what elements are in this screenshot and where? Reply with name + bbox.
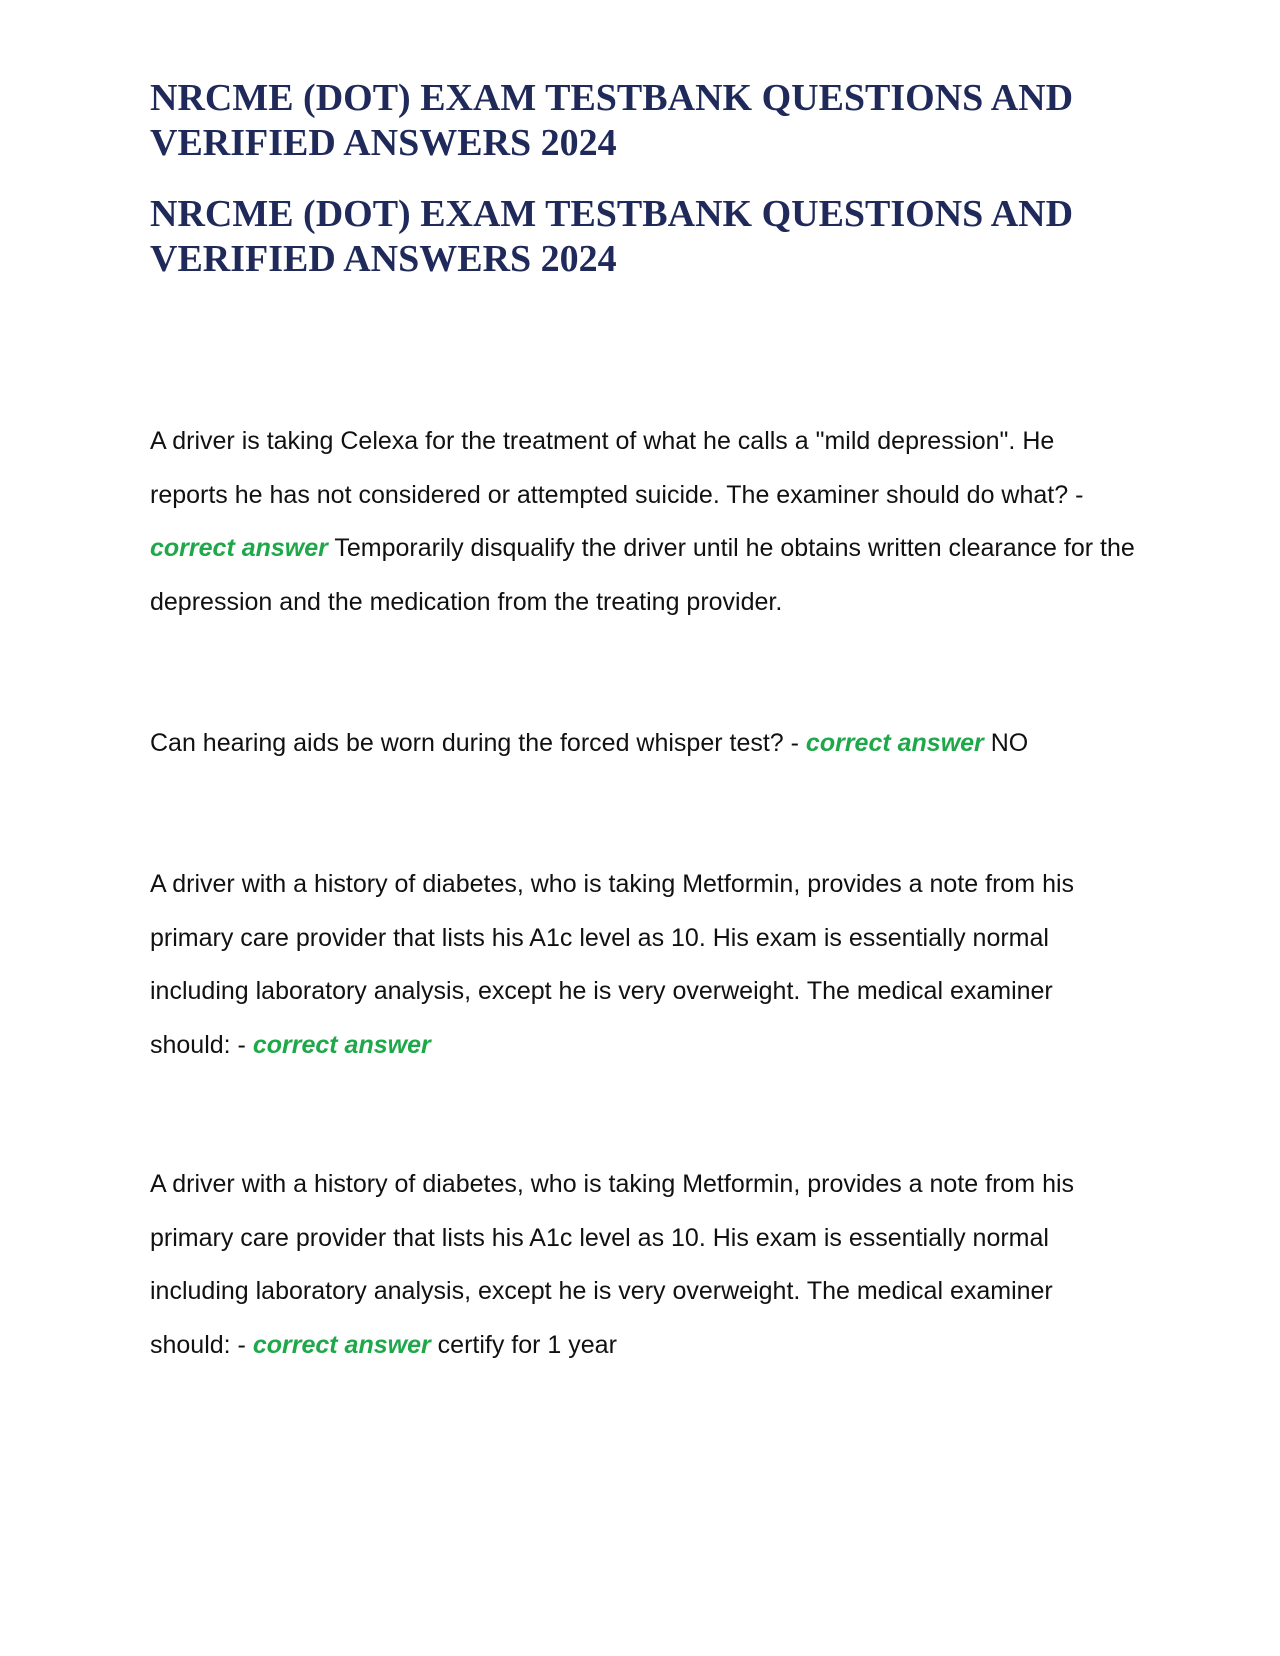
answer-text: NO [983, 729, 1029, 757]
question-text: Can hearing aids be worn during the forced whisper test? - [150, 729, 806, 757]
answer-text: certify for 1 year [430, 1330, 617, 1359]
correct-answer-label: correct answer [252, 1330, 431, 1359]
correct-answer-label: correct answer [252, 1030, 431, 1059]
qa-item [150, 858, 1135, 1072]
question-text: A driver with a history of diabetes, who is taking Metformin, provides a note from his primary care provider that lists his A1c level as 10. His exam is essentially normal including laboratory analysis, except he is very overweight. The medical examiner should: - [150, 870, 1075, 1059]
qa-item [150, 717, 1135, 771]
qa-item [150, 415, 1135, 629]
question-text: A driver with a history of diabetes, who is taking Metformin, provides a note from his primary care provider that lists his A1c level as 10. His exam is essentially normal including laboratory analysis, except he is very overweight. The medical examiner should: - [150, 1170, 1075, 1359]
qa-item [150, 1158, 1135, 1372]
document-title-repeat: NRCME (DOT) EXAM TESTBANK QUESTIONS AND VERIFIED ANSWERS 2024 [150, 193, 1074, 280]
question-text: A driver is taking Celexa for the treatment of what he calls a "mild depression". He reports he has not considered or attempted suicide. The examiner should do what? - [150, 427, 1084, 509]
correct-answer-label: correct answer [150, 534, 328, 562]
answer-text: Temporarily disqualify the driver until he obtains written clearance for the depression and the medication from the treating provider. [150, 534, 1135, 616]
correct-answer-label: correct answer [805, 729, 984, 757]
document-title: NRCME (DOT) EXAM TESTBANK QUESTIONS AND VERIFIED ANSWERS 2024 [150, 77, 1074, 164]
